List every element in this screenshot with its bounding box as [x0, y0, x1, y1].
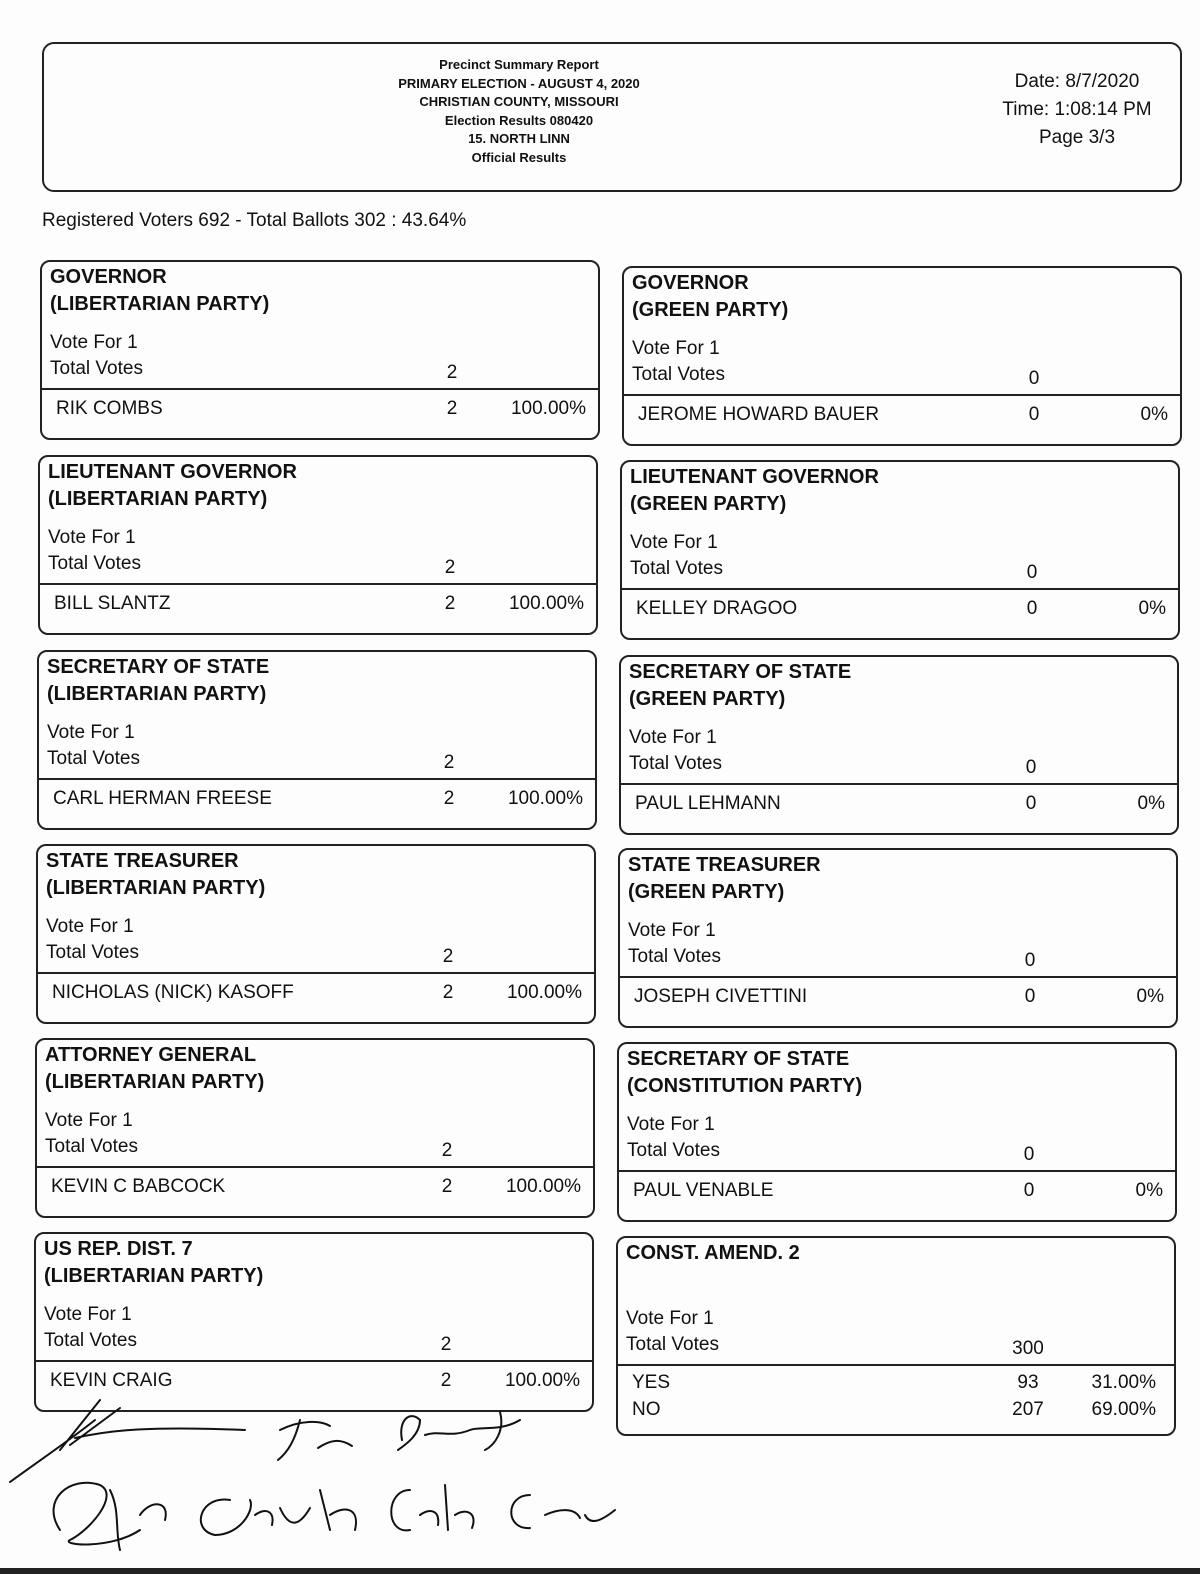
total-votes-label: Total Votes	[48, 553, 141, 574]
candidate-row	[636, 598, 1166, 624]
total-votes-label: Total Votes	[629, 753, 722, 774]
candidate-name: CARL HERMAN FREESE	[53, 788, 272, 809]
registration-summary: Registered Voters 692 - Total Ballots 302 : 43.64%	[42, 210, 467, 231]
race-box	[35, 1038, 595, 1218]
candidate-row	[634, 986, 1164, 1012]
candidate-row	[53, 788, 583, 814]
candidate-name: NO	[632, 1399, 661, 1420]
race-box	[622, 266, 1182, 446]
candidate-row	[52, 982, 582, 1008]
race-office: STATE TREASURER	[46, 850, 239, 872]
race-divider	[619, 1170, 1175, 1172]
race-party: (LIBERTARIAN PARTY)	[46, 877, 266, 899]
candidate-votes: 2	[446, 398, 458, 419]
report-time: Time: 1:08:14 PM	[1002, 99, 1152, 120]
race-title	[45, 1042, 264, 1096]
race-title	[44, 1236, 263, 1290]
candidate-percent: 0%	[1138, 598, 1166, 619]
candidate-percent: 100.00%	[504, 1370, 580, 1391]
race-title	[48, 459, 297, 513]
candidate-row	[632, 1372, 1156, 1398]
race-box	[36, 844, 596, 1024]
race-party: (LIBERTARIAN PARTY)	[45, 1071, 265, 1093]
race-divider	[38, 972, 594, 974]
race-divider	[620, 976, 1176, 978]
race-office: GOVERNOR	[632, 272, 749, 294]
race-box	[617, 1042, 1177, 1222]
vote-for-label: Vote For 1	[627, 1114, 715, 1135]
candidate-votes: 2	[440, 1370, 452, 1391]
race-box	[620, 460, 1180, 640]
vote-for-label: Vote For 1	[46, 916, 134, 937]
vote-for-label: Vote For 1	[626, 1308, 714, 1329]
candidate-votes: 93	[1017, 1372, 1039, 1393]
total-votes-value: 0	[1028, 368, 1040, 389]
candidate-row	[632, 1399, 1156, 1425]
race-divider	[37, 1166, 593, 1168]
total-votes-value: 0	[1025, 757, 1037, 778]
candidate-row	[51, 1176, 581, 1202]
race-office: CONST. AMEND. 2	[626, 1242, 800, 1264]
race-party: (CONSTITUTION PARTY)	[627, 1075, 863, 1097]
total-votes-value: 2	[444, 557, 456, 578]
total-votes-value: 0	[1026, 562, 1038, 583]
race-title	[630, 464, 879, 518]
total-votes-value: 0	[1024, 950, 1036, 971]
race-office: SECRETARY OF STATE	[629, 661, 852, 683]
race-title	[626, 1240, 800, 1267]
total-votes-value: 2	[440, 1334, 452, 1355]
candidate-name: PAUL VENABLE	[633, 1180, 774, 1201]
candidate-votes: 0	[1025, 793, 1037, 814]
race-divider	[618, 1364, 1174, 1366]
race-box	[34, 1232, 594, 1412]
race-party: (GREEN PARTY)	[628, 881, 785, 903]
race-divider	[36, 1360, 592, 1362]
signature-icon	[0, 1390, 660, 1560]
race-title	[50, 264, 269, 318]
vote-for-label: Vote For 1	[48, 527, 136, 548]
race-party: (LIBERTARIAN PARTY)	[44, 1265, 264, 1287]
race-office: SECRETARY OF STATE	[47, 656, 270, 678]
race-party: (GREEN PARTY)	[630, 493, 787, 515]
candidate-votes: 0	[1026, 598, 1038, 619]
candidate-name: KEVIN CRAIG	[50, 1370, 173, 1391]
page-bottom-edge	[0, 1568, 1200, 1574]
total-votes-value: 300	[1012, 1338, 1044, 1359]
race-divider	[40, 583, 596, 585]
vote-for-label: Vote For 1	[44, 1304, 132, 1325]
race-office: STATE TREASURER	[628, 854, 821, 876]
candidate-percent: 100.00%	[508, 593, 584, 614]
candidate-percent: 100.00%	[510, 398, 586, 419]
report-title: Precinct Summary Report	[439, 57, 599, 72]
candidate-name: JOSEPH CIVETTINI	[634, 986, 808, 1007]
vote-for-label: Vote For 1	[628, 920, 716, 941]
total-votes-label: Total Votes	[45, 1136, 138, 1157]
candidate-row	[638, 404, 1168, 430]
race-office: ATTORNEY GENERAL	[45, 1044, 257, 1066]
page-number: Page 3/3	[1038, 127, 1116, 148]
race-box	[38, 455, 598, 635]
results-id: Election Results 080420	[444, 112, 594, 128]
report-meta	[982, 68, 1172, 152]
race-office: GOVERNOR	[50, 266, 167, 288]
candidate-name: YES	[632, 1372, 671, 1393]
race-title	[629, 659, 851, 713]
race-title	[628, 852, 821, 906]
race-title	[47, 654, 269, 708]
race-party: (LIBERTARIAN PARTY)	[48, 488, 268, 510]
candidate-name: PAUL LEHMANN	[635, 793, 781, 814]
race-party: (LIBERTARIAN PARTY)	[47, 683, 267, 705]
report-header	[42, 42, 1182, 192]
race-box	[37, 650, 597, 830]
vote-for-label: Vote For 1	[630, 532, 718, 553]
candidate-name: RIK COMBS	[56, 398, 163, 419]
race-office: LIEUTENANT GOVERNOR	[48, 461, 297, 483]
candidate-percent: 0%	[1140, 404, 1168, 425]
race-box	[618, 848, 1178, 1028]
total-votes-label: Total Votes	[626, 1334, 719, 1355]
candidate-votes: 2	[441, 1176, 453, 1197]
candidate-percent: 0%	[1137, 793, 1165, 814]
candidate-percent: 100.00%	[506, 982, 582, 1003]
total-votes-label: Total Votes	[630, 558, 723, 579]
race-divider	[622, 588, 1178, 590]
vote-for-label: Vote For 1	[45, 1110, 133, 1131]
race-party: (GREEN PARTY)	[632, 299, 789, 321]
race-office: SECRETARY OF STATE	[627, 1048, 850, 1070]
total-votes-label: Total Votes	[628, 946, 721, 967]
race-office: LIEUTENANT GOVERNOR	[630, 466, 879, 488]
race-box	[619, 655, 1179, 835]
candidate-votes: 0	[1028, 404, 1040, 425]
candidate-row	[633, 1180, 1163, 1206]
candidate-votes: 0	[1023, 1180, 1035, 1201]
race-title	[46, 848, 265, 902]
candidate-name: KEVIN C BABCOCK	[51, 1176, 226, 1197]
race-party: (GREEN PARTY)	[629, 688, 786, 710]
vote-for-label: Vote For 1	[47, 722, 135, 743]
total-votes-value: 2	[446, 362, 458, 383]
candidate-votes: 2	[442, 982, 454, 1003]
candidate-percent: 31.00%	[1091, 1372, 1156, 1393]
candidate-row	[54, 593, 584, 619]
race-divider	[624, 394, 1180, 396]
total-votes-value: 2	[442, 946, 454, 967]
total-votes-label: Total Votes	[50, 358, 143, 379]
candidate-percent: 100.00%	[507, 788, 583, 809]
vote-for-label: Vote For 1	[50, 332, 138, 353]
candidate-row	[56, 398, 586, 424]
race-title	[627, 1046, 862, 1100]
candidate-row	[635, 793, 1165, 819]
candidate-name: JEROME HOWARD BAUER	[638, 404, 880, 425]
vote-for-label: Vote For 1	[632, 338, 720, 359]
results-status: Official Results	[471, 149, 567, 165]
precinct-name: 15. NORTH LINN	[468, 131, 570, 146]
vote-for-label: Vote For 1	[629, 727, 717, 748]
report-title-block	[344, 56, 694, 167]
total-votes-value: 0	[1023, 1144, 1035, 1165]
report-date: Date: 8/7/2020	[1014, 71, 1140, 92]
race-divider	[621, 783, 1177, 785]
total-votes-label: Total Votes	[47, 748, 140, 769]
candidate-name: KELLEY DRAGOO	[636, 598, 798, 619]
total-votes-label: Total Votes	[627, 1140, 720, 1161]
candidate-name: BILL SLANTZ	[54, 593, 171, 614]
total-votes-label: Total Votes	[632, 364, 725, 385]
candidate-votes: 2	[444, 593, 456, 614]
total-votes-value: 2	[443, 752, 455, 773]
race-box	[40, 260, 600, 440]
election-name: PRIMARY ELECTION - AUGUST 4, 2020	[398, 75, 640, 91]
total-votes-value: 2	[441, 1140, 453, 1161]
race-party: (LIBERTARIAN PARTY)	[50, 293, 270, 315]
race-office: US REP. DIST. 7	[44, 1238, 193, 1260]
candidate-percent: 0%	[1135, 1180, 1163, 1201]
total-votes-label: Total Votes	[44, 1330, 137, 1351]
candidate-name: NICHOLAS (NICK) KASOFF	[52, 982, 294, 1003]
race-box	[616, 1236, 1176, 1436]
candidate-votes: 0	[1024, 986, 1036, 1007]
candidate-votes: 207	[1012, 1399, 1044, 1420]
race-divider	[39, 778, 595, 780]
candidate-percent: 100.00%	[505, 1176, 581, 1197]
total-votes-label: Total Votes	[46, 942, 139, 963]
candidate-votes: 2	[443, 788, 455, 809]
race-title	[632, 270, 788, 324]
county-name: CHRISTIAN COUNTY, MISSOURI	[419, 94, 619, 109]
candidate-percent: 69.00%	[1091, 1399, 1156, 1420]
race-divider	[42, 388, 598, 390]
candidate-percent: 0%	[1136, 986, 1164, 1007]
